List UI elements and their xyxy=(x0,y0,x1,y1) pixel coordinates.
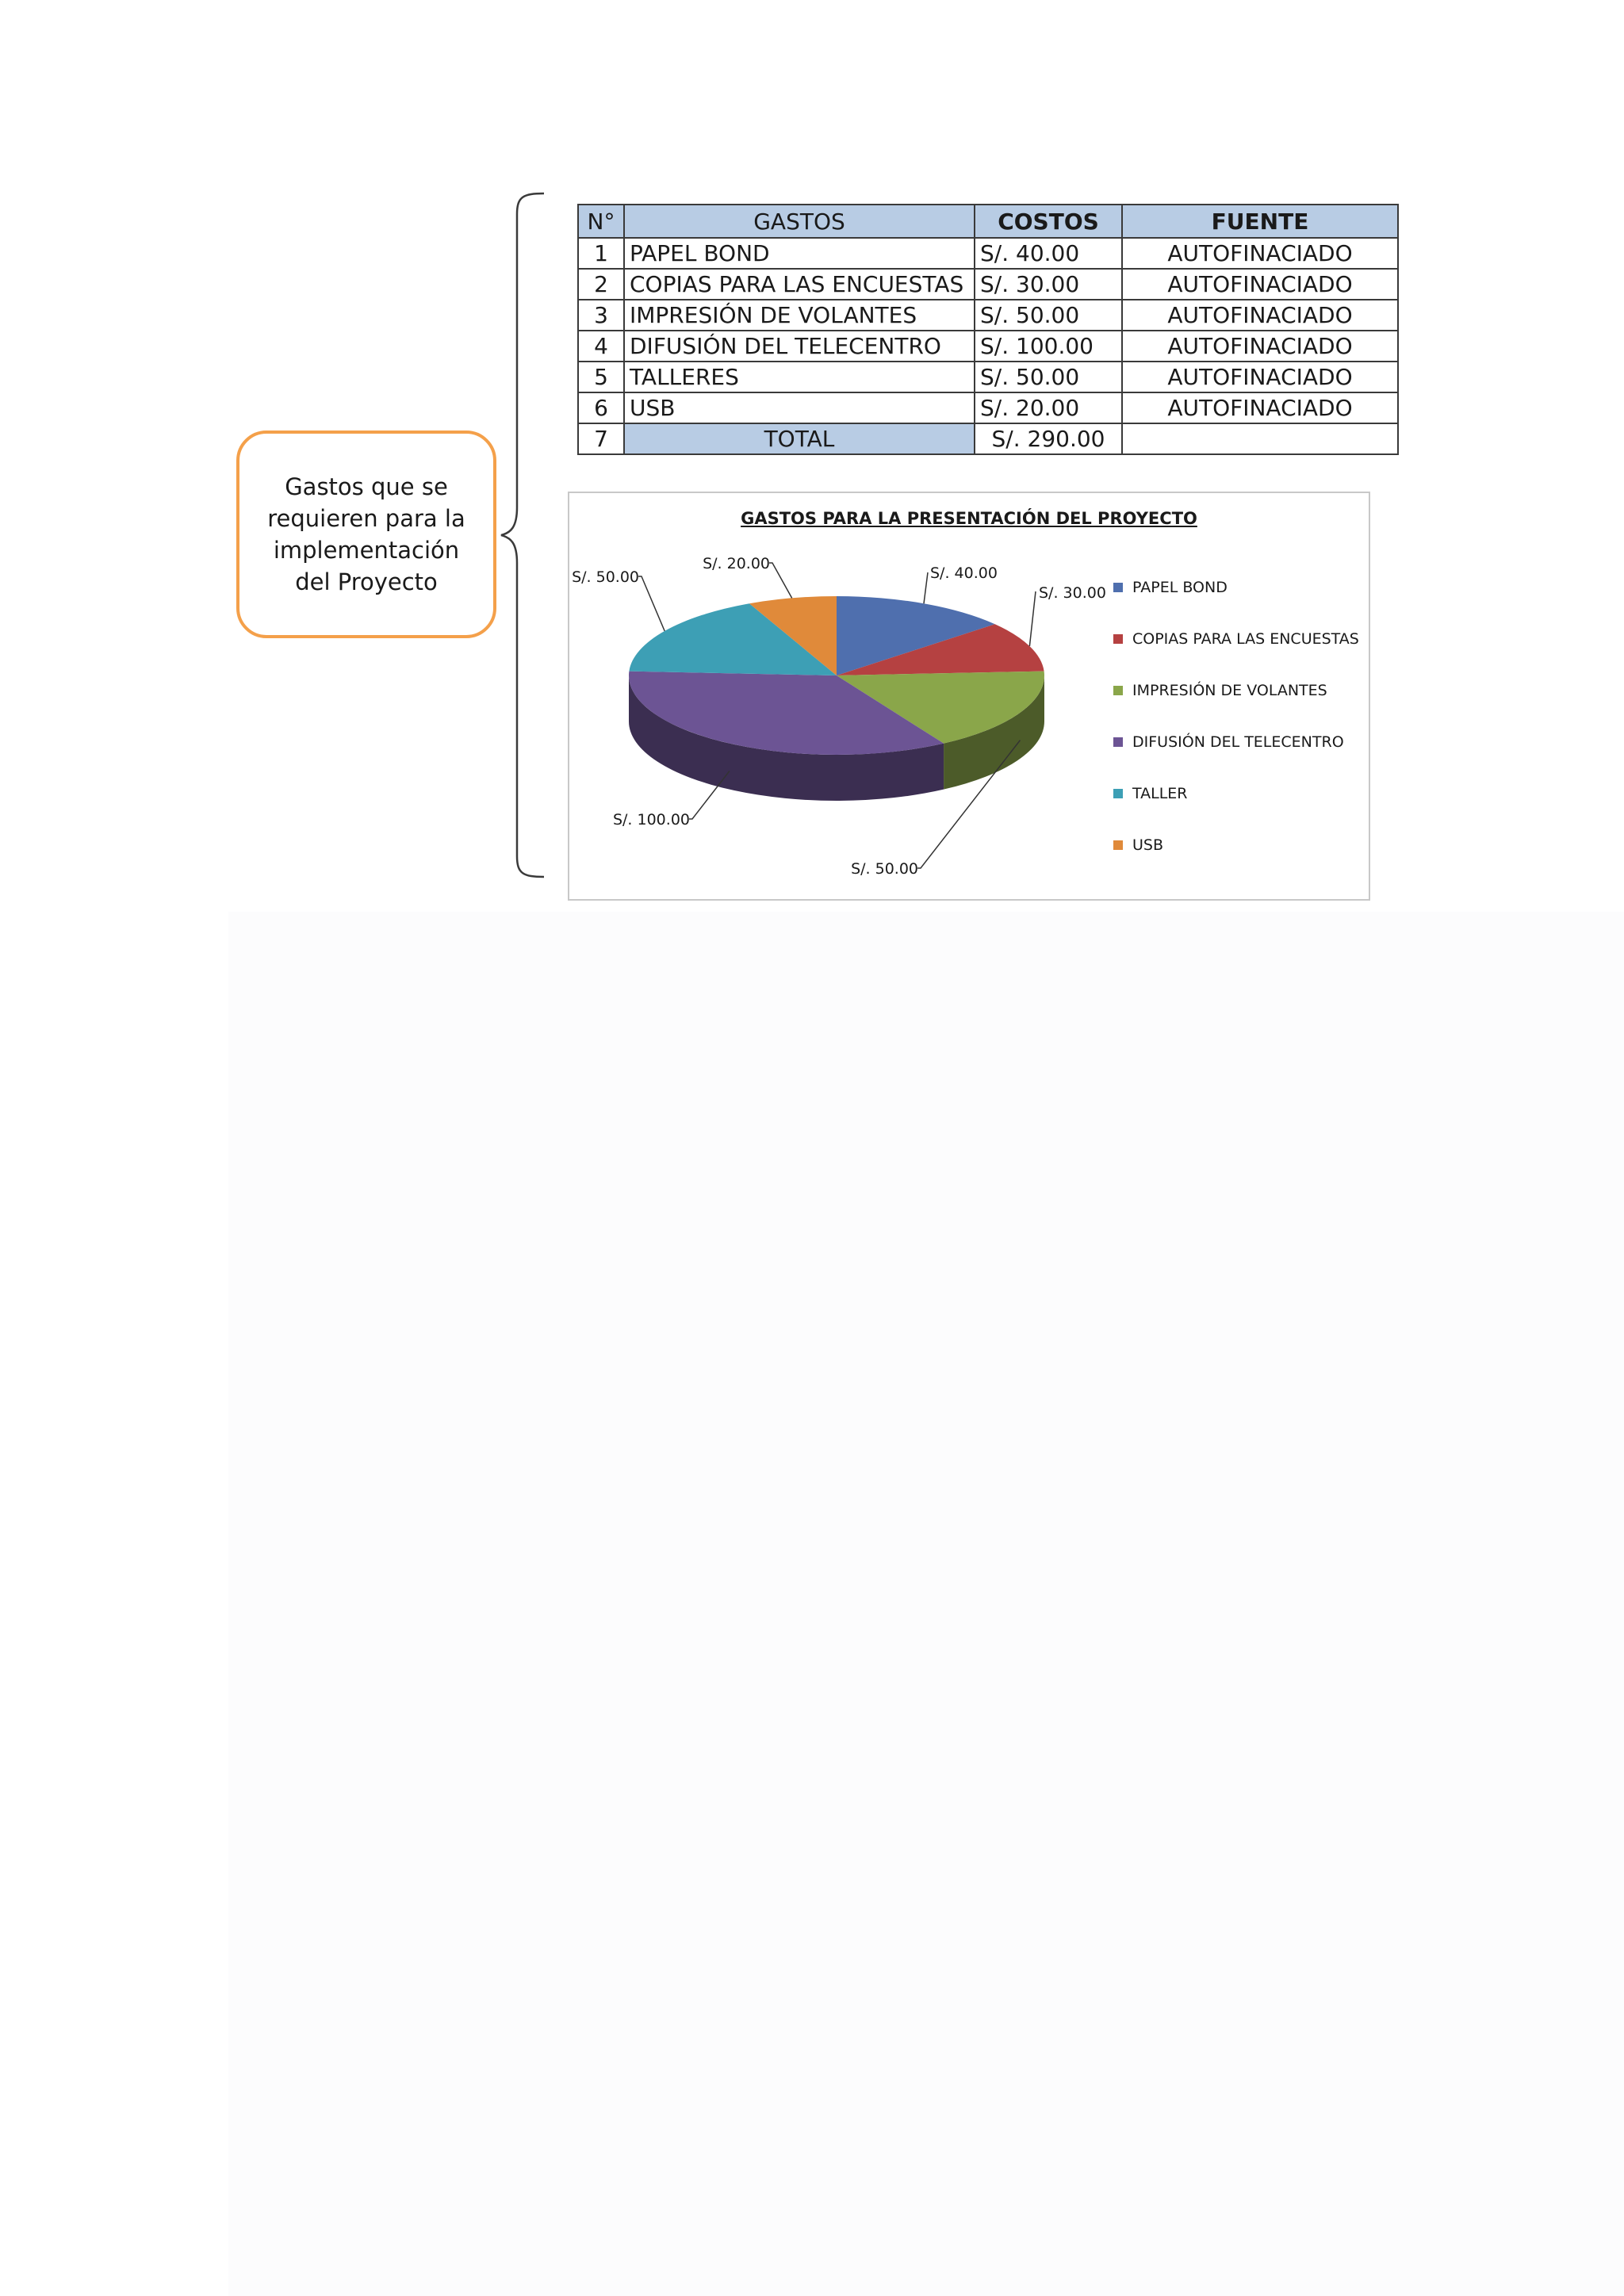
legend-item xyxy=(1113,836,1359,888)
row-fuente: AUTOFINACIADO xyxy=(1122,269,1398,300)
row-costo: S/. 50.00 xyxy=(975,362,1122,392)
table-row xyxy=(578,238,1398,269)
row-fuente: AUTOFINACIADO xyxy=(1122,362,1398,392)
row-gasto: USB xyxy=(624,392,975,423)
total-number: 7 xyxy=(578,423,624,454)
row-fuente: AUTOFINACIADO xyxy=(1122,238,1398,269)
legend-swatch xyxy=(1113,737,1123,747)
table-row xyxy=(578,362,1398,392)
row-gasto: TALLERES xyxy=(624,362,975,392)
legend-item xyxy=(1113,630,1359,682)
data-label-1: S/. 30.00 xyxy=(1039,584,1106,602)
total-label: TOTAL xyxy=(624,423,975,454)
callout-box xyxy=(236,430,496,638)
row-fuente: AUTOFINACIADO xyxy=(1122,392,1398,423)
label-leader-1 xyxy=(1029,591,1036,646)
legend-label: TALLER xyxy=(1132,785,1188,802)
legend-item xyxy=(1113,733,1359,785)
legend-label: PAPEL BOND xyxy=(1132,579,1228,596)
row-costo: S/. 20.00 xyxy=(975,392,1122,423)
row-fuente: AUTOFINACIADO xyxy=(1122,331,1398,362)
total-cost: S/. 290.00 xyxy=(975,423,1122,454)
row-number: 2 xyxy=(578,269,624,300)
row-number: 1 xyxy=(578,238,624,269)
row-number: 6 xyxy=(578,392,624,423)
data-label-4: S/. 50.00 xyxy=(572,568,639,586)
total-fuente-empty xyxy=(1122,423,1398,454)
data-label-3: S/. 100.00 xyxy=(612,811,690,828)
row-costo: S/. 100.00 xyxy=(975,331,1122,362)
row-costo: S/. 30.00 xyxy=(975,269,1122,300)
row-gasto: DIFUSIÓN DEL TELECENTRO xyxy=(624,331,975,362)
row-number: 3 xyxy=(578,300,624,331)
chart-legend xyxy=(1113,579,1359,888)
table-row xyxy=(578,269,1398,300)
row-costo: S/. 50.00 xyxy=(975,300,1122,331)
header-gastos: GASTOS xyxy=(624,205,975,238)
legend-swatch xyxy=(1113,840,1123,850)
legend-label: DIFUSIÓN DEL TELECENTRO xyxy=(1132,733,1344,751)
legend-item xyxy=(1113,682,1359,733)
pie-chart-frame xyxy=(568,492,1370,901)
budget-table xyxy=(577,204,1399,455)
legend-swatch xyxy=(1113,634,1123,644)
data-label-5: S/. 20.00 xyxy=(703,555,770,572)
chart-title: GASTOS PARA LA PRESENTACIÓN DEL PROYECTO xyxy=(741,509,1197,528)
curly-brace xyxy=(500,190,547,880)
label-leader-5 xyxy=(769,563,792,598)
table-row xyxy=(578,392,1398,423)
legend-label: IMPRESIÓN DE VOLANTES xyxy=(1132,682,1327,699)
legend-item xyxy=(1113,579,1359,630)
table-header-row xyxy=(578,205,1398,238)
row-gasto: COPIAS PARA LAS ENCUESTAS xyxy=(624,269,975,300)
legend-swatch xyxy=(1113,789,1123,798)
page-background xyxy=(228,912,1624,2296)
legend-label: COPIAS PARA LAS ENCUESTAS xyxy=(1132,630,1359,648)
legend-label: USB xyxy=(1132,836,1164,854)
legend-item xyxy=(1113,785,1359,836)
label-leader-0 xyxy=(924,572,928,603)
data-label-2: S/. 50.00 xyxy=(851,860,918,878)
data-label-0: S/. 40.00 xyxy=(930,564,998,582)
row-gasto: IMPRESIÓN DE VOLANTES xyxy=(624,300,975,331)
table-row xyxy=(578,331,1398,362)
row-costo: S/. 40.00 xyxy=(975,238,1122,269)
legend-swatch xyxy=(1113,686,1123,695)
header-fuente: FUENTE xyxy=(1122,205,1398,238)
header-n: N° xyxy=(578,205,624,238)
table-total-row xyxy=(578,423,1398,454)
row-number: 5 xyxy=(578,362,624,392)
header-costos: COSTOS xyxy=(975,205,1122,238)
legend-swatch xyxy=(1113,583,1123,592)
pie-chart xyxy=(569,493,1109,899)
row-fuente: AUTOFINACIADO xyxy=(1122,300,1398,331)
table-row xyxy=(578,300,1398,331)
label-leader-4 xyxy=(638,576,665,631)
row-number: 4 xyxy=(578,331,624,362)
callout-text: Gastos que se requieren para la implementación del Proyecto xyxy=(267,473,465,595)
row-gasto: PAPEL BOND xyxy=(624,238,975,269)
